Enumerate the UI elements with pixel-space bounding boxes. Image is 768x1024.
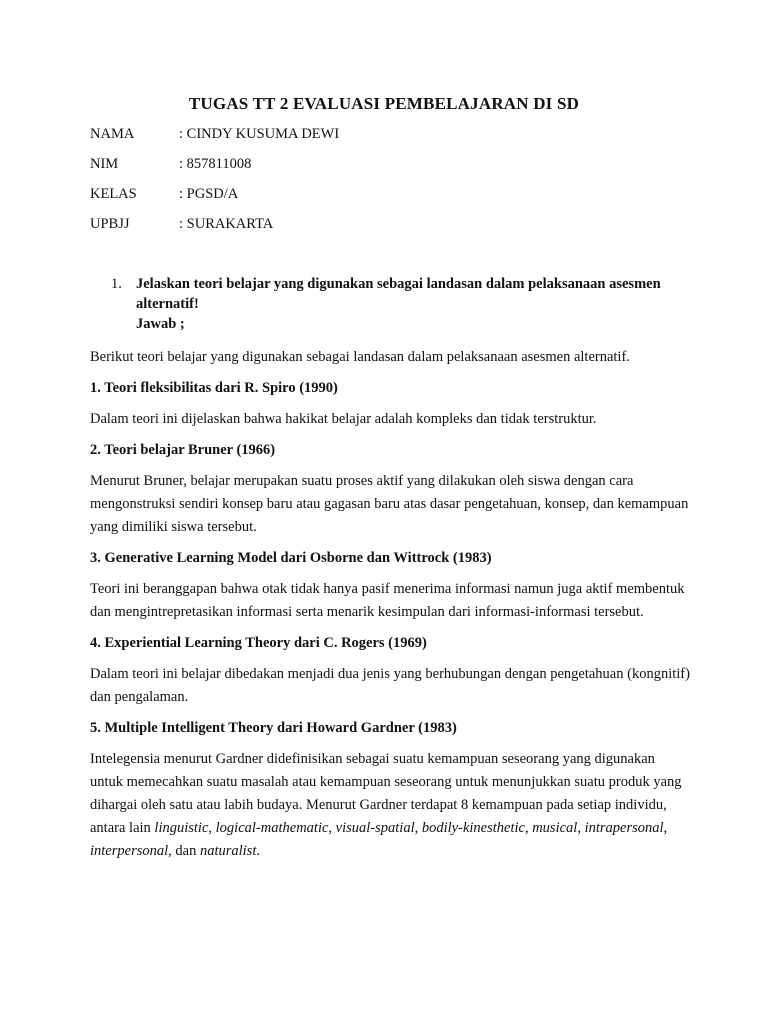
section-heading: 4. Experiential Learning Theory dari C. Rogers (1969) <box>90 635 427 651</box>
term-interpersonal: interpersonal <box>90 843 169 859</box>
student-info <box>90 126 339 246</box>
info-row-upbjj <box>90 216 339 246</box>
term-intrapersonal: intrapersonal <box>584 820 664 836</box>
term-visual: visual-spatial <box>335 820 415 836</box>
gardner-text: Intelegensia menurut Gardner didefinisikan sebagai suatu kemampuan seseorang yang digunakan untuk memecahkan suatu masalah atau kemampuan seseorang untuk menunjukkan suatu produk yang dihargai oleh satu atau labih budaya. Menurut Gardner terdapat 8 kemampuan pada setiap individu, antara lain <box>90 751 682 836</box>
info-row-kelas <box>90 186 339 216</box>
section-body: Teori ini beranggapan bahwa otak tidak hanya pasif menerima informasi namun juga aktif membentuk dan mengintrepretasikan informasi serta menarik kesimpulan dari informasi-informasi tersebut. <box>90 581 685 620</box>
section-body: Menurut Bruner, belajar merupakan suatu proses aktif yang dilakukan oleh siswa dengan cara mengonstruksi sendiri konsep baru atau gagasan baru atas dasar pengetahuan, konsep, dan kemampuan yang dimiliki siswa tersebut. <box>90 473 689 535</box>
section-heading: 1. Teori fleksibilitas dari R. Spiro (1990) <box>90 380 338 396</box>
term-naturalist: naturalist <box>199 843 257 859</box>
info-value: : CINDY KUSUMA DEWI <box>179 126 340 142</box>
answer-label: Jawab ; <box>136 316 185 332</box>
section-heading: 5. Multiple Intelligent Theory dari Howard Gardner (1983) <box>90 720 457 736</box>
term-bodily: bodily-kinesthetic <box>421 820 525 836</box>
section-heading: 2. Teori belajar Bruner (1966) <box>90 442 276 458</box>
term-conj: dan <box>175 843 197 859</box>
info-label: UPBJJ <box>90 216 130 232</box>
section-heading: 3. Generative Learning Model dari Osborne dan Wittrock (1983) <box>90 550 492 566</box>
info-value: : PGSD/A <box>179 186 239 202</box>
question-text: Jelaskan teori belajar yang digunakan sebagai landasan dalam pelaksanaan asesmen alternatif! <box>136 276 661 312</box>
question-block <box>111 274 673 332</box>
info-row-nama <box>90 126 339 156</box>
info-label: NIM <box>90 156 119 172</box>
intro-paragraph: Berikut teori belajar yang digunakan sebagai landasan dalam pelaksanaan asesmen alternatif. <box>90 349 630 365</box>
info-label: KELAS <box>90 186 137 202</box>
term-musical: musical <box>532 820 578 836</box>
answer-content <box>90 346 690 871</box>
document-title: TUGAS TT 2 EVALUASI PEMBELAJARAN DI SD <box>188 94 580 113</box>
info-row-nim <box>90 156 339 186</box>
section-body: Dalam teori ini dijelaskan bahwa hakikat belajar adalah kompleks dan tidak terstruktur. <box>90 411 597 427</box>
term-logical: logical-mathematic <box>215 820 329 836</box>
question-number: 1. <box>111 276 122 292</box>
info-value: : SURAKARTA <box>179 216 274 232</box>
section-body-gardner: Intelegensia menurut Gardner didefinisikan sebagai suatu kemampuan seseorang yang digunakan untuk memecahkan suatu masalah atau kemampuan seseorang untuk menunjukkan suatu produk yang dihargai oleh satu atau labih budaya. Menurut Gardner terdapat 8 kemampuan pada setiap individu, antara lain linguistic, logical-mathematic, visual-spatial, bodily-kinesthetic, musical, intrapersonal, interpersonal, dan naturalist. <box>90 751 682 859</box>
term-linguistic: linguistic <box>154 820 209 836</box>
info-value: : 857811008 <box>179 156 252 172</box>
info-label: NAMA <box>90 126 135 142</box>
section-body: Dalam teori ini belajar dibedakan menjadi dua jenis yang berhubungan dengan pengetahuan (kongnitif) dan pengalaman. <box>90 666 690 705</box>
